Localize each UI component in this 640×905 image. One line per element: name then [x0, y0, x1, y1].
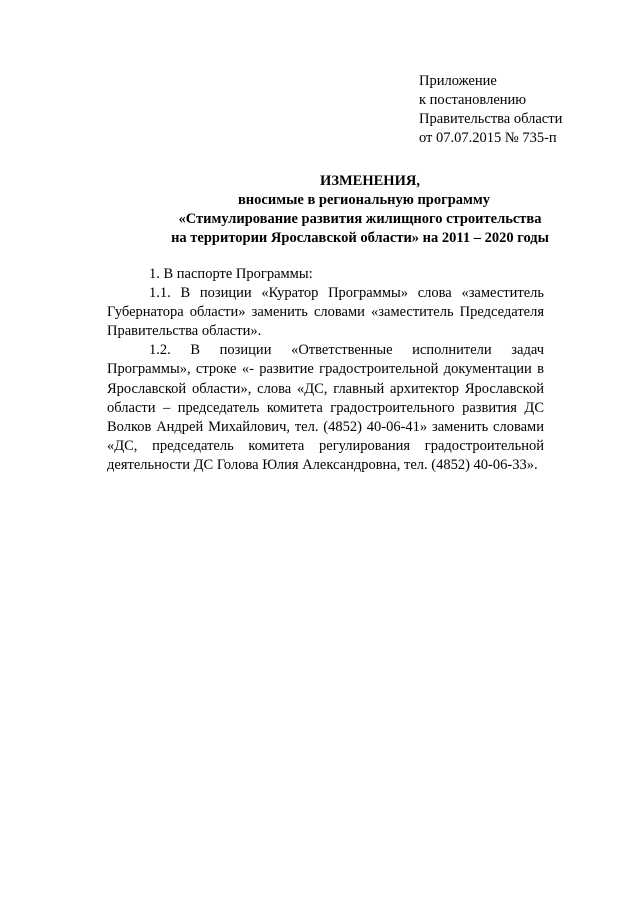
appendix-line-4: от 07.07.2015 № 735-п [419, 130, 557, 146]
paragraph-1-2: 1.2. В позиции «Ответственные исполнители задач Программы», строке «- развитие градостроительной документации в Ярославской области», слова «ДС, главный архитектор Ярославской области – председатель комитета градостроительного развития ДС Волков Андрей Михайлович, тел. (4852) 40-06-41» заменить словами «ДС, председатель комитета регулирования градостроительной деятельности ДС Голова Юлия Александровна, тел. (4852) 40-06-33». [107, 342, 544, 473]
title-line-2: вносимые в региональную программу [237, 192, 491, 208]
appendix-line-2: к постановлению [419, 92, 527, 108]
appendix-line-3: Правительства области [419, 111, 563, 127]
document-title [80, 172, 640, 248]
paragraph-1: 1. В паспорте Программы: [149, 266, 313, 282]
paragraph-1-1: 1.1. В позиции «Куратор Программы» слова «заместитель Губернатора области» заменить словами «заместитель Председателя Правительства области». [107, 285, 544, 340]
appendix-line-1: Приложение [419, 73, 497, 89]
title-line-4: на территории Ярославской области» на 2011 – 2020 годы [171, 230, 549, 246]
document-body [107, 265, 544, 475]
appendix-note [419, 72, 562, 148]
title-line-1: ИЗМЕНЕНИЯ, [320, 173, 420, 189]
title-line-3: «Стимулирование развития жилищного строительства [178, 211, 542, 227]
